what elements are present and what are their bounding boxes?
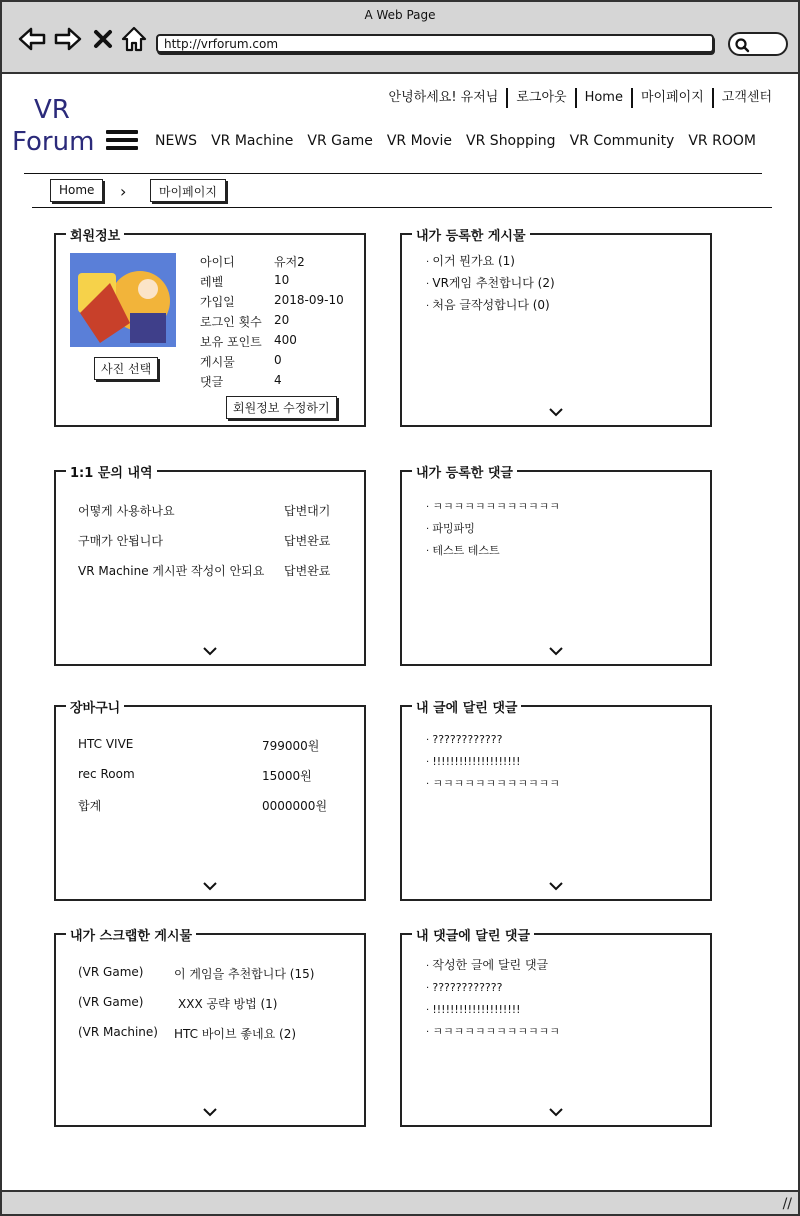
panel-title: 내 댓글에 달린 댓글 <box>412 925 534 944</box>
list-item[interactable]: · !!!!!!!!!!!!!!!!!!!! <box>426 751 560 773</box>
inquiry-status: 답변완료 <box>284 564 331 578</box>
window-title: A Web Page <box>364 8 436 22</box>
field-value-level: 10 <box>274 273 290 287</box>
nav-vr-movie[interactable]: VR Movie <box>386 133 453 149</box>
mypage-link[interactable]: 마이페이지 <box>631 88 712 108</box>
scraps-panel <box>54 929 366 1127</box>
breadcrumb-divider <box>32 207 772 208</box>
inquiry-status: 답변완료 <box>284 534 331 548</box>
edit-member-info-button[interactable]: 회원정보 수정하기 <box>226 396 337 419</box>
panel-title: 회원정보 <box>66 225 124 244</box>
resize-handle-icon[interactable]: // <box>782 1196 792 1212</box>
field-value-id: 유저2 <box>274 255 305 269</box>
field-label-comments: 댓글 <box>200 375 224 389</box>
profile-image-icon <box>70 253 176 347</box>
cart-item-name[interactable]: HTC VIVE <box>78 737 134 751</box>
field-value-points: 400 <box>274 333 297 347</box>
list-item[interactable]: · ???????????? <box>426 977 560 999</box>
customer-center-link[interactable]: 고객센터 <box>712 88 780 108</box>
profile-photo <box>70 253 176 347</box>
list-item[interactable]: · 작성한 글에 달린 댓글 <box>426 955 560 977</box>
nav-news[interactable]: NEWS <box>155 133 198 149</box>
my-posts-panel <box>400 229 712 427</box>
field-label-joined: 가입일 <box>200 295 235 309</box>
field-value-posts: 0 <box>274 353 282 367</box>
inquiry-subject[interactable]: VR Machine 게시판 작성이 안되요 <box>78 564 265 578</box>
scrap-category: (VR Machine) <box>78 1025 158 1039</box>
replies-panel <box>400 929 712 1127</box>
home-icon[interactable] <box>120 26 148 52</box>
browser-chrome <box>2 2 798 74</box>
home-link[interactable]: Home <box>575 88 631 108</box>
search-icon <box>734 37 750 53</box>
cart-total-label: 합계 <box>78 799 102 813</box>
list-item[interactable]: · ㅋㅋㅋㅋㅋㅋㅋㅋㅋㅋㅋㅋ <box>426 496 560 518</box>
logo-line-1: VR <box>34 95 70 125</box>
chevron-down-icon[interactable] <box>549 646 563 656</box>
field-label-posts: 게시물 <box>200 355 235 369</box>
cart-item-name[interactable]: rec Room <box>78 767 135 781</box>
list-item[interactable]: · !!!!!!!!!!!!!!!!!!!! <box>426 999 560 1021</box>
scrap-title[interactable]: 이 게임을 추천합니다 (15) <box>174 967 315 981</box>
inquiry-status: 답변대기 <box>284 504 331 518</box>
comment-list <box>426 496 560 562</box>
back-icon[interactable] <box>18 26 46 52</box>
cart-panel <box>54 701 366 901</box>
post-list <box>426 251 555 317</box>
panel-title: 내가 등록한 댓글 <box>412 462 517 481</box>
chevron-down-icon[interactable] <box>549 1107 563 1117</box>
chevron-down-icon[interactable] <box>549 407 563 417</box>
field-label-logins: 로그인 횟수 <box>200 315 262 329</box>
close-icon[interactable] <box>92 26 114 52</box>
cart-total-value: 0000000원 <box>262 799 328 813</box>
nav-vr-community[interactable]: VR Community <box>569 133 675 149</box>
scrap-category: (VR Game) <box>78 995 144 1009</box>
list-item[interactable]: · 테스트 테스트 <box>426 540 560 562</box>
list-item[interactable]: · 처음 글작성합니다 (0) <box>426 295 555 317</box>
panel-title: 장바구니 <box>66 697 124 716</box>
comment-list <box>426 729 560 795</box>
nav-vr-shopping[interactable]: VR Shopping <box>466 133 556 149</box>
header-divider <box>24 173 762 174</box>
nav-vr-machine[interactable]: VR Machine <box>211 133 294 149</box>
inquiries-panel <box>54 466 366 666</box>
chevron-down-icon[interactable] <box>549 881 563 891</box>
logo-line-2: Forum <box>12 127 95 157</box>
browser-search-button[interactable] <box>728 32 788 56</box>
top-links <box>381 88 780 108</box>
panel-title: 내가 스크랩한 게시물 <box>66 925 196 944</box>
panel-title: 1:1 문의 내역 <box>66 462 157 481</box>
field-label-level: 레벨 <box>200 275 224 289</box>
nav-vr-room[interactable]: VR ROOM <box>688 133 756 149</box>
list-item[interactable]: · ???????????? <box>426 729 560 751</box>
list-item[interactable]: · 파밍파밍 <box>426 518 560 540</box>
field-value-comments: 4 <box>274 373 282 387</box>
field-value-joined: 2018-09-10 <box>274 293 344 307</box>
list-item[interactable]: · VR게임 추천합니다 (2) <box>426 273 555 295</box>
logout-link[interactable]: 로그아웃 <box>506 88 574 108</box>
site-logo[interactable] <box>12 94 94 158</box>
chevron-down-icon[interactable] <box>203 646 217 656</box>
inquiry-subject[interactable]: 어떻게 사용하나요 <box>78 504 175 518</box>
chevron-right-icon: › <box>120 182 127 201</box>
field-value-logins: 20 <box>274 313 290 327</box>
field-label-points: 보유 포인트 <box>200 335 262 349</box>
inquiry-subject[interactable]: 구매가 안됩니다 <box>78 534 163 548</box>
panel-title: 내가 등록한 게시물 <box>412 225 530 244</box>
main-nav <box>155 133 770 149</box>
forward-icon[interactable] <box>54 26 82 52</box>
reply-list <box>426 955 560 1043</box>
cart-item-price: 799000원 <box>262 739 320 753</box>
select-photo-button[interactable]: 사진 선택 <box>94 357 158 380</box>
cart-item-price: 15000원 <box>262 769 312 783</box>
chevron-down-icon[interactable] <box>203 881 217 891</box>
menu-icon[interactable] <box>106 130 138 158</box>
member-info-panel <box>54 229 366 427</box>
comments-on-my-posts-panel <box>400 701 712 901</box>
chevron-down-icon[interactable] <box>203 1107 217 1117</box>
breadcrumb-home[interactable]: Home <box>50 179 103 202</box>
field-label-id: 아이디 <box>200 255 235 269</box>
scrap-title[interactable]: XXX 공략 방법 (1) <box>178 997 278 1011</box>
scrap-title[interactable]: HTC 바이브 좋네요 (2) <box>174 1027 297 1041</box>
my-comments-panel <box>400 466 712 666</box>
greeting-text: 안녕하세요! 유저님 <box>388 90 499 105</box>
browser-status-bar <box>2 1190 798 1214</box>
breadcrumb-current[interactable]: 마이페이지 <box>150 179 226 202</box>
list-item[interactable]: · ㅋㅋㅋㅋㅋㅋㅋㅋㅋㅋㅋㅋ <box>426 1021 560 1043</box>
url-input[interactable]: http://vrforum.com <box>156 34 714 53</box>
list-item[interactable]: · 이거 뭔가요 (1) <box>426 251 555 273</box>
nav-vr-game[interactable]: VR Game <box>307 133 373 149</box>
scrap-category: (VR Game) <box>78 965 144 979</box>
panel-title: 내 글에 달린 댓글 <box>412 697 521 716</box>
list-item[interactable]: · ㅋㅋㅋㅋㅋㅋㅋㅋㅋㅋㅋㅋ <box>426 773 560 795</box>
